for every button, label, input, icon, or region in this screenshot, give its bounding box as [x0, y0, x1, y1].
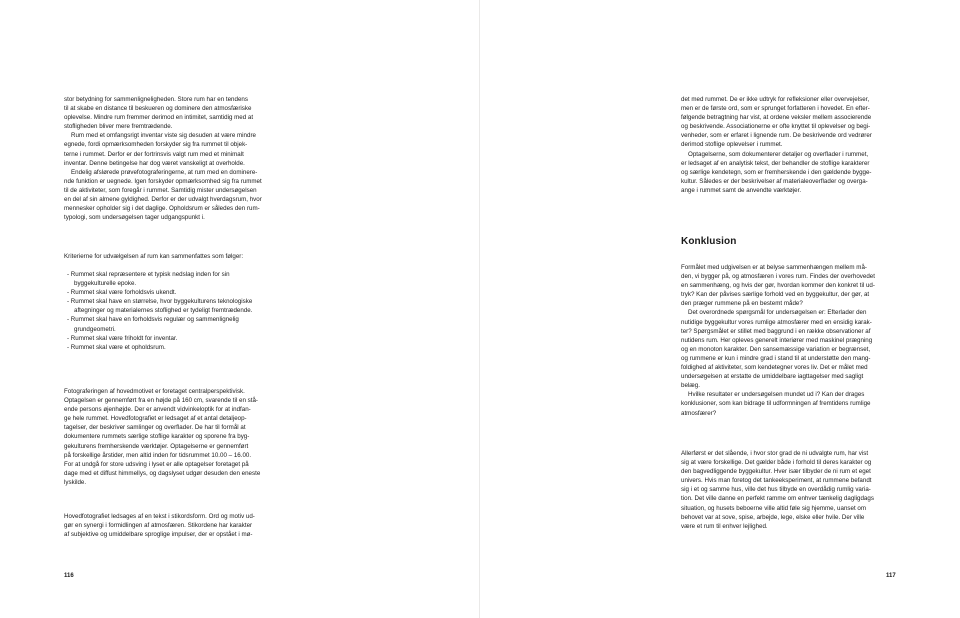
list-item: - Rummet skal være et opholdsrum. — [67, 343, 166, 351]
list-item-continuation: grundgeometri. — [74, 325, 116, 333]
left-text-block-3 — [64, 387, 260, 487]
text-line: af subjektive og umiddelbare sproglige impulser, der er opstået i mø- — [64, 531, 253, 539]
text-line: Hovedfotografiet ledsages af en tekst i stikordsform. Ord og motiv ud- — [64, 513, 255, 520]
right-text-block-3 — [681, 449, 874, 531]
text-line: undersøgelsen at erstatte de umiddelbare iagttagelser med sagligt — [681, 373, 864, 381]
text-line: den præger rummene på en bestemt måde? — [681, 300, 803, 308]
text-line: situation, og husets beboerne ville altid føle sig hjemme, uanset om — [681, 504, 867, 512]
text-line: egnede, fordi opmærksomheden forskyder sig fra rummet til objek- — [64, 141, 248, 149]
left-text-block-1 — [64, 95, 262, 222]
text-line: stofligheden bliver mere fremtrædende. — [64, 123, 173, 131]
text-line: ange i rummet samt de anvendte værktøjer. — [681, 186, 802, 194]
text-line: sig at være forskellige. Det gælder både i forhold til deres karakter og — [681, 459, 872, 467]
text-line: en del af sin almene gyldighed. Derfor er der udvalgt hverdagsrum, hvor — [64, 196, 262, 204]
text-line: konklusioner, som kan bidrage til udformningen af fremtidens rumlige — [681, 400, 871, 408]
text-line: Kriterierne for udvælgelsen af rum kan sammenfattes som følger: — [64, 253, 244, 260]
list-item: - Rummet skal have en størrelse, hvor byggekulturens teknologiske — [67, 298, 253, 306]
text-line: det med rummet. De er ikke udtryk for refleksioner eller overvejelser, — [681, 96, 870, 103]
page-number: 116 — [64, 573, 74, 579]
text-line: terne i rummet. Derfor er der fortrinsvis valgt rum med et minimalt — [64, 150, 244, 158]
text-line: sig i et og samme hus, ville det hus tilbyde en overdådig rumlig varia- — [681, 486, 871, 494]
text-line: den, vi bygger på, og atmosfæren i vores rum. Findes der overhovedet — [681, 273, 875, 281]
right-text-block-2 — [681, 263, 875, 418]
list-item: - Rummet skal være forholdsvis ukendt. — [67, 289, 177, 297]
criteria-intro — [64, 252, 243, 261]
list-item-continuation: aftegninger og materialernes stoflighed er tydeligt fremtrædende. — [74, 307, 253, 315]
text-line: tagelser, der beskriver samlinger og overflader. De har til formål at — [64, 424, 246, 432]
text-line: For at undgå for store udsving i lyset er alle optagelser foretaget på — [64, 460, 249, 468]
text-line: Formålet med udgivelsen er at belyse sammenhængen mellem må- — [681, 264, 867, 271]
text-line: Allerførst er det slående, i hvor stor grad de ni udvalgte rum, har vist — [681, 450, 869, 457]
list-item: - Rummet skal have en forholdsvis regulær og sammenlignelig — [67, 316, 239, 324]
text-line: derimod stoflige oplevelser i rummet. — [681, 141, 783, 149]
text-line: oplevelse. Mindre rum fremmer derimod en intimitet, samtidig med at — [64, 114, 254, 122]
text-line: Rum med et omfangsrigt inventar viste sig desuden at være mindre — [71, 132, 256, 140]
text-line: og særlige kendetegn, som er fremherskende i den gældende bygge- — [681, 168, 872, 176]
left-text-block-4 — [64, 512, 255, 539]
text-line: belæg. — [681, 382, 700, 390]
list-item: - Rummet skal repræsentere et typisk nedslag inden for sin — [67, 271, 230, 278]
list-item-continuation: byggekulturelle epoke. — [74, 280, 137, 288]
text-line: men er de første ord, som er sprunget forfatteren i hovedet. En efter- — [681, 105, 870, 113]
text-line: stor betydning for sammenligneligheden. Store rum har en tendens — [64, 96, 248, 103]
section-heading: Konklusion — [681, 236, 737, 247]
text-line: behovet var at sove, spise, arbejde, lege, elske eller hvile. Der ville — [681, 513, 865, 521]
page-number: 117 — [886, 573, 896, 579]
text-line: er ledsaget af en analytisk tekst, der behandler de stoflige karakterer — [681, 159, 870, 167]
text-line: og beskrivende. Associationerne er ofte knyttet til oplevelser og begi- — [681, 123, 871, 131]
text-line: venheder, som er erfaret i lignende rum. De beskrivende ord vedrører — [681, 132, 872, 140]
text-line: på forskellige årstider, men altid inden for tidsrummet 10.00 – 16.00. — [64, 451, 252, 459]
text-line: gekulturens fremherskende værktøjer. Optagelserne er gennemført — [64, 442, 249, 450]
text-line: Optagelsen er gennemført fra en højde på 160 cm, svarende til en stå- — [64, 397, 258, 405]
text-line: kultur. Således er der beskrivelser af materialeoverflader og overga- — [681, 177, 868, 185]
text-line: den bagvedliggende byggekultur. Hver især tilbyder de ni rum et eget — [681, 468, 871, 476]
criteria-list — [64, 270, 252, 352]
right-text-block-1 — [681, 95, 872, 195]
text-line: ter? Spørgsmålet er stillet med baggrund i en række observationer af — [681, 327, 871, 335]
text-line: lyskilde. — [64, 478, 87, 486]
text-line: foldighed af aktiviteter, som kendetegner vores liv. Det er målet med — [681, 364, 868, 372]
right-page — [480, 0, 960, 618]
text-line: til de aktiviteter, som foregår i rummet. Samtidig mister undersøgelsen — [64, 186, 257, 194]
list-item: - Rummet skal være friholdt for inventar. — [67, 334, 178, 342]
text-line: dokumentere rummets særlige stoflige karakter og sporene fra byg- — [64, 433, 250, 441]
text-line: Fotograferingen af hovedmotivet er foretaget centralperspektivisk. — [64, 388, 245, 395]
text-line: nutidens rum. Her opleves generelt interiører med maskinel prægning — [681, 336, 873, 344]
text-line: gør en synergi i formidlingen af atmosfæren. Stikordene har karakter — [64, 522, 253, 530]
text-line: tion. Det ville danne en perfekt ramme om enhver tænkelig dagligdags — [681, 495, 874, 503]
text-line: og rummene er kun i mindre grad i stand til at understøtte den mang- — [681, 354, 871, 362]
text-line: være et rum til enhver lejlighed. — [681, 522, 768, 530]
text-line: dage med et diffust himmellys, og dagslyset udgør desuden den eneste — [64, 469, 261, 477]
text-line: tryk? Kan der påvises særlige forhold ved en byggekultur, der gør, at — [681, 291, 870, 299]
text-line: Endelig afslørede prøvefotograferingerne, at rum med en dominere- — [71, 168, 258, 176]
text-line: nutidige byggekultur vores rumlige atmosfærer med en ensidig karak- — [681, 318, 872, 326]
text-line: ende persons øjenhøjde. Der er anvendt vidvinkeloptik for at indfan- — [64, 406, 251, 414]
text-line: følgende betragtning har vist, at ordene veksler mellem associerende — [681, 114, 872, 122]
text-line: og en monoton karakter. Den sansemæssige variation er begrænset, — [681, 345, 871, 353]
text-line: ge hele rummet. Hovedfotografiet er ledsaget af et antal detaljeop- — [64, 415, 247, 423]
text-line: til at skabe en distance til beskueren og dominere den atmosfæriske — [64, 105, 252, 113]
text-line: Optagelserne, som dokumenterer detaljer og overflader i rummet, — [688, 150, 869, 158]
text-line: Hvilke resultater er undersøgelsen mundet ud i? Kan der drages — [688, 391, 865, 399]
text-line: nde funktion er uegnede. Igen forskyder opmærksomhed sig fra rummet — [64, 177, 262, 185]
text-line: mennesker opholder sig i det daglige. Opholdsrum er således den rum- — [64, 205, 260, 213]
text-line: Det overordnede spørgsmål for undersøgelsen er: Efterlader den — [688, 309, 867, 317]
text-line: en sammenhæng, og hvis der gør, hvordan kommer den konkret til ud- — [681, 282, 875, 290]
text-line: typologi, som undersøgelsen tager udgangspunkt i. — [64, 214, 205, 222]
text-line: univers. Hvis man foretog det tankeeksperiment, at rummene befandt — [681, 477, 872, 485]
text-line: atmosfærer? — [681, 409, 717, 417]
text-line: inventar. Denne betingelse har dog været vanskeligt at overholde. — [64, 159, 245, 167]
